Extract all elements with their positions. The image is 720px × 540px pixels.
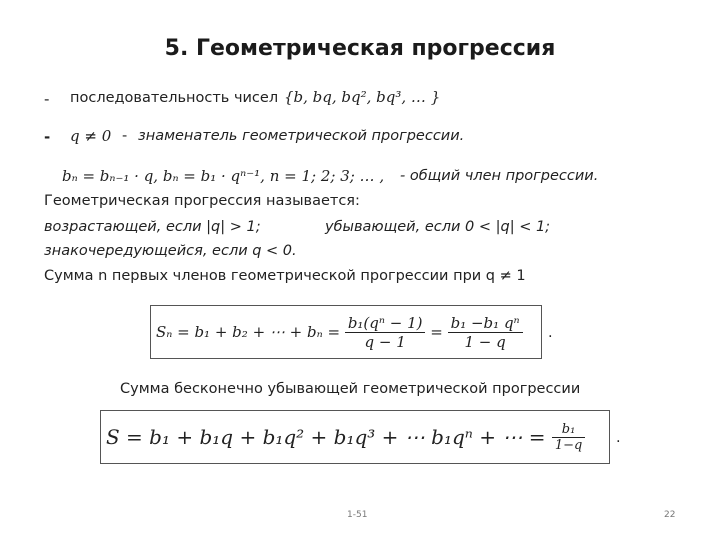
ratio-condition: q ≠ 0 — [70, 127, 112, 145]
formula-period: . — [548, 325, 553, 341]
type-increasing: возрастающей, если |q| > 1; — [44, 219, 261, 235]
sum-infinite-lhs: S = b₁ + b₁q + b₁q² + b₁q³ + ⋯ b₁qⁿ + ⋯ = — [106, 425, 546, 449]
dash: - — [122, 128, 128, 144]
ratio-definition: знаменатель геометрической прогрессии. — [138, 128, 465, 144]
sum-n-fraction-1 — [345, 314, 426, 351]
general-term-formula: bₙ = bₙ₋₁ · q, bₙ = b₁ · qⁿ⁻¹, n = 1; 2; 3; … , — [62, 167, 385, 185]
sum-n-lhs: Sₙ = b₁ + b₂ + ⋯ + bₙ = — [156, 323, 341, 341]
fraction-numerator: b₁(qⁿ − 1) — [347, 313, 423, 332]
sum-n-fraction-2 — [448, 314, 523, 351]
equals-sign: = — [430, 323, 443, 341]
type-decreasing: убывающей, если 0 < |q| < 1; — [325, 219, 551, 235]
fraction-numerator: b₁ −b₁ qⁿ — [450, 313, 520, 332]
formula-period: . — [616, 430, 621, 446]
footer-label: 1-51 — [347, 510, 368, 520]
page-number: 22 — [664, 510, 676, 520]
sum-infinite-heading: Сумма бесконечно убывающей геометрической прогрессии — [120, 381, 581, 397]
sum-n-formula — [156, 310, 523, 354]
fraction-denominator: q − 1 — [345, 332, 426, 351]
bullet-marker: - — [44, 90, 50, 108]
sum-infinite-fraction — [552, 422, 586, 453]
bullet-text-sequence: последовательность чисел — [70, 90, 279, 106]
fraction-denominator: 1−q — [552, 437, 586, 453]
type-alternating: знакочередующейся, если q < 0. — [44, 243, 297, 259]
fraction-numerator: b₁ — [561, 421, 576, 437]
sequence-formula: {b, bq, bq², bq³, … } — [284, 88, 441, 106]
types-heading: Геометрическая прогрессия называется: — [44, 193, 360, 209]
sum-infinite-formula — [106, 414, 585, 460]
bullet-marker: - — [44, 128, 51, 146]
fraction-denominator: 1 − q — [448, 332, 523, 351]
page-title: 5. Геометрическая прогрессия — [164, 36, 556, 61]
sum-n-heading: Сумма n первых членов геометрической прогрессии при q ≠ 1 — [44, 268, 526, 284]
general-term-label: - общий член прогрессии. — [400, 168, 599, 184]
